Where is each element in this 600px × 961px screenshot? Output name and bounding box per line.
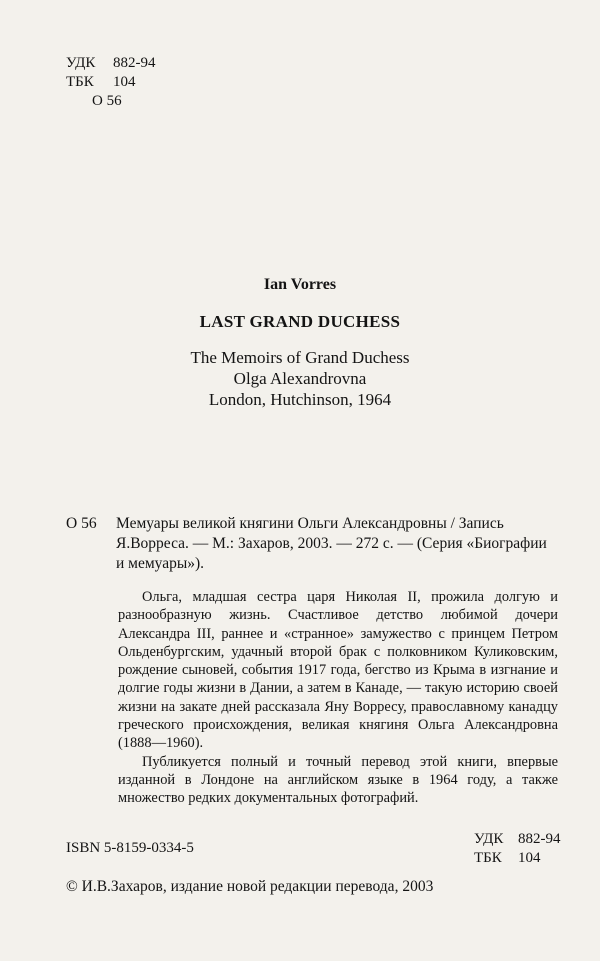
original-edition-details bbox=[0, 347, 600, 410]
udk-value-bottom: 882-94 bbox=[518, 831, 561, 847]
original-author: Ian Vorres bbox=[263, 276, 337, 293]
original-publication: London, Hutchinson, 1964 bbox=[208, 390, 392, 409]
bibliographic-record bbox=[66, 514, 556, 574]
annotation-paragraph-1: Ольга, младшая сестра царя Николая II, прожила долгую и разнообразную жизнь. Счастливое детство любимой дочери Александра III, раннее и «странное» замужество с принцем Петром Ольденбургским, удачный второй брак с полковником Куликовским, рождение сыновей, события 1917 года, бегство из Крыма в изгнание и долгие годы жизни в Дании, а затем в Канаде, — такую историю своей жизни на закате дней рассказала Яну Ворресу, православному канадцу греческого происхождения, великая княгиня Ольга Александровна (1888—1960). bbox=[118, 589, 558, 752]
biblio-rest: Я.Ворреса. — М.: Захаров, 2003. — 272 с. — (Серия «Биографии и мемуары»). bbox=[116, 535, 547, 572]
original-subtitle-line2: Olga Alexandrovna bbox=[233, 369, 367, 388]
annotation bbox=[118, 588, 558, 808]
udk-value: 882-94 bbox=[113, 55, 156, 71]
isbn: ISBN 5-8159-0334-5 bbox=[66, 840, 194, 856]
classification-codes-bottom bbox=[474, 830, 561, 868]
bbk-label: ТБК bbox=[66, 74, 94, 90]
author-mark: О 56 bbox=[92, 93, 122, 109]
bbk-value: 104 bbox=[113, 74, 136, 90]
classification-codes-top bbox=[66, 54, 156, 111]
original-title: LAST GRAND DUCHESS bbox=[199, 312, 401, 331]
biblio-mark: О 56 bbox=[66, 515, 97, 532]
udk-label: УДК bbox=[66, 55, 96, 71]
original-subtitle-line1: The Memoirs of Grand Duchess bbox=[190, 348, 410, 367]
bbk-value-bottom: 104 bbox=[518, 850, 541, 866]
annotation-paragraph-2: Публикуется полный и точный перевод этой книги, впервые изданной в Лондоне на английском языке в 1964 году, а также множество редких документальных фотографий. bbox=[118, 753, 558, 807]
copyright-line: © И.В.Захаров, издание новой редакции перевода, 2003 bbox=[66, 878, 434, 895]
bbk-label-bottom: ТБК bbox=[474, 850, 502, 866]
udk-label-bottom: УДК bbox=[474, 831, 504, 847]
biblio-line1: Мемуары великой княгини Ольги Александровны / Запись bbox=[116, 515, 504, 532]
